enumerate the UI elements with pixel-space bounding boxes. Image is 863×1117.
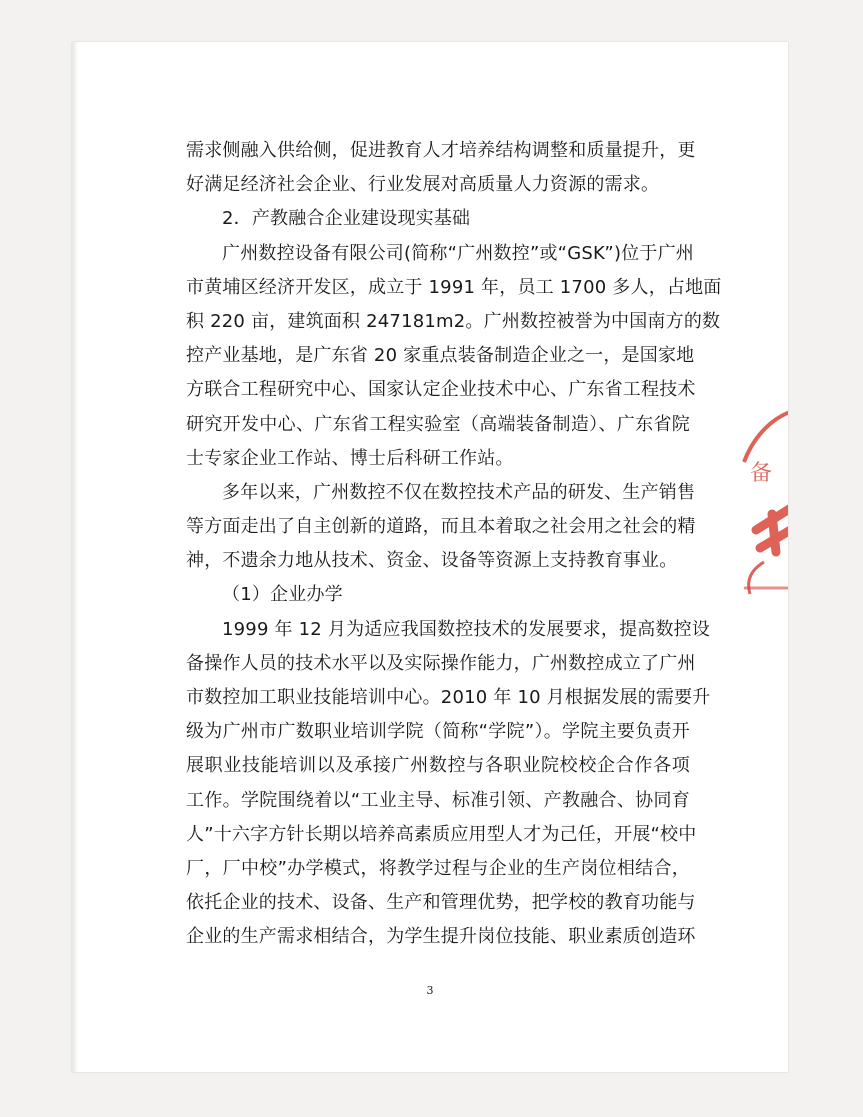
body-text bbox=[186, 134, 722, 955]
text-line: 厂，厂中校”办学模式，将教学过程与企业的生产岗位相结合， bbox=[186, 857, 690, 879]
text-line: 方联合工程研究中心、国家认定企业技术中心、广东省工程技术 bbox=[186, 379, 696, 401]
text-line: 展职业技能培训以及承接广州数控与各职业院校校企合作各项 bbox=[186, 755, 690, 777]
text-line: 等方面走出了自主创新的道路，而且本着取之社会用之社会的精 bbox=[186, 516, 696, 538]
text-line: 人”十六字方针长期以培养高素质应用型人才为己任，开展“校中 bbox=[186, 823, 697, 845]
text-line: 广州数控设备有限公司(简称“广州数控”或“GSK”)位于广州 bbox=[222, 242, 694, 264]
section-heading: 2．产教融合企业建设现实基础 bbox=[222, 208, 471, 230]
text-line: 工作。学院围绕着以“工业主导、标准引领、产教融合、协同育 bbox=[186, 789, 690, 811]
text-line: 市黄埔区经济开发区，成立于 1991 年，员工 1700 多人，占地面 bbox=[186, 276, 722, 298]
text-line: 多年以来，广州数控不仅在数控技术产品的研发、生产销售 bbox=[222, 481, 696, 503]
text-line: 好满足经济社会企业、行业发展对高质量人力资源的需求。 bbox=[186, 174, 660, 196]
text-line: 1999 年 12 月为适应我国数控技术的发展要求，提高数控设 bbox=[222, 618, 711, 640]
subsection-heading: （1）企业办学 bbox=[222, 584, 343, 606]
text-line: 士专家企业工作站、博士后科研工作站。 bbox=[186, 447, 514, 469]
text-line: 市数控加工职业技能培训中心。2010 年 10 月根据发展的需要升 bbox=[186, 687, 711, 708]
document-page bbox=[72, 42, 788, 1072]
text-line: 需求侧融入供给侧，促进教育人才培养结构调整和质量提升，更 bbox=[186, 140, 696, 161]
page-edge-shadow bbox=[72, 42, 78, 1072]
text-line: 企业的生产需求相结合，为学生提升岗位技能、职业素质创造环 bbox=[186, 926, 696, 948]
text-line: 级为广州市广数职业培训学院（简称“学院”）。学院主要负责开 bbox=[186, 721, 690, 743]
page-number: 3 bbox=[426, 984, 434, 997]
text-line: 依托企业的技术、设备、生产和管理优势，把学校的教育功能与 bbox=[186, 892, 696, 914]
text-line: 研究开发中心、广东省工程实验室（高端装备制造）、广东省院 bbox=[186, 413, 690, 435]
stamp-text: 备 bbox=[750, 461, 773, 486]
seal-stamp bbox=[736, 402, 788, 602]
text-line: 备操作人员的技术水平以及实际操作能力，广州数控成立了广州 bbox=[186, 652, 696, 674]
text-line: 积 220 亩，建筑面积 247181m2。广州数控被誉为中国南方的数 bbox=[186, 310, 721, 332]
text-line: 神，不遗余力地从技术、资金、设备等资源上支持教育事业。 bbox=[186, 550, 678, 572]
text-line: 控产业基地，是广东省 20 家重点装备制造企业之一，是国家地 bbox=[186, 345, 695, 367]
